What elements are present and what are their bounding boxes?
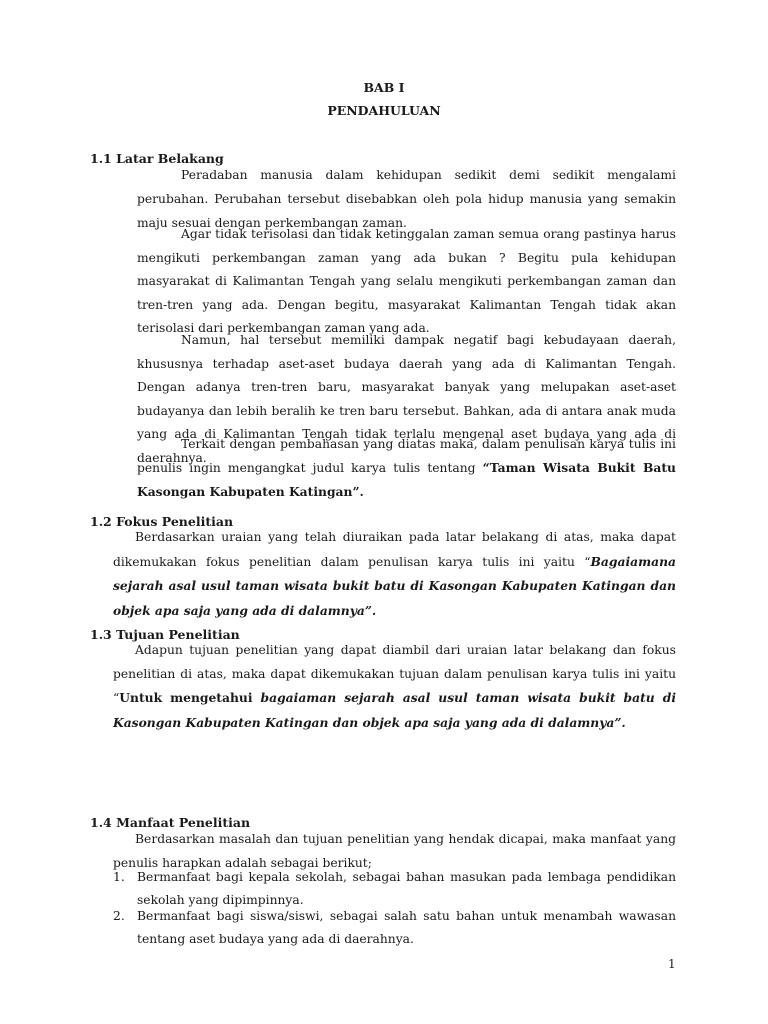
paragraph-tujuan-goal: bagaiaman sejarah asal usul taman wisata bukit batu di Kasongan Kabupaten Katingan dan objek apa saja yang ada di dalamnya”. xyxy=(113,690,677,730)
section-heading-fokus-penelitian: 1.2 Fokus Penelitian xyxy=(90,514,234,529)
section-heading-tujuan-penelitian: 1.3 Tujuan Penelitian xyxy=(90,627,240,642)
paragraph-latar-2: Agar tidak terisolasi dan tidak ketinggalan zaman semua orang pastinya harus mengikuti perkembangan zaman yang ada bukan ? Begitu pula kehidupan masyarakat di Kalimantan Tengah yang selalu mengikuti perkembangan zaman dan tren-tren yang ada. Dengan begitu, masyarakat Kalimantan Tengah tidak akan terisolasi dari perkembangan zaman yang ada. xyxy=(137,227,676,335)
chapter-title: PENDAHULUAN xyxy=(327,103,441,118)
paragraph-fokus-text: Berdasarkan uraian yang telah diuraikan pada latar belakang di atas, maka dapat dikemukakan fokus penelitian dalam penulisan karya tulis ini yaitu “ xyxy=(113,530,676,569)
paragraph-latar-4-title: “Taman Wisata Bukit Batu Kasongan Kabupaten Katingan”. xyxy=(137,460,676,499)
list-item-number: 2. xyxy=(113,909,125,923)
paragraph-latar-4 xyxy=(137,432,676,504)
section-heading-latar-belakang: 1.1 Latar Belakang xyxy=(90,151,224,166)
list-item-text: Bermanfaat bagi kepala sekolah, sebagai bahan masukan pada lembaga pendidikan sekolah yang dipimpinnya. xyxy=(137,870,676,907)
paragraph-tujuan-text: Adapun tujuan penelitian yang dapat diambil dari uraian latar belakang dan fokus penelitian di atas, maka dapat dikemukakan tujuan dalam penulisan karya tulis ini yaitu “ xyxy=(113,643,676,705)
list-item-text: Bermanfaat bagi siswa/siswi, sebagai salah satu bahan untuk menambah wawasan tentang aset budaya yang ada di daerahnya. xyxy=(137,909,676,946)
paragraph-latar-1: Peradaban manusia dalam kehidupan sedikit demi sedikit mengalami perubahan. Perubahan tersebut disebabkan oleh pola hidup manusia yang semakin maju sesuai dengan perkembangan zaman. xyxy=(137,168,676,230)
paragraph-manfaat: Berdasarkan masalah dan tujuan penelitian yang hendak dicapai, maka manfaat yang penulis harapkan adalah sebagai berikut; xyxy=(113,832,676,870)
paragraph-fokus-question: Bagaiamana sejarah asal usul taman wisata bukit batu di Kasongan Kabupaten Katingan dan objek apa saja yang ada di dalamnya”. xyxy=(113,553,676,618)
paragraph-tujuan xyxy=(113,639,676,735)
list-item xyxy=(113,905,676,951)
paragraph-tujuan-lead: Untuk mengetahui xyxy=(119,690,261,705)
paragraph-latar-4-text: Terkait dengan pembahasan yang diatas maka, dalam penulisan karya tulis ini penulis ingin mengangkat judul karya tulis tentang xyxy=(137,437,676,475)
section-heading-manfaat-penelitian: 1.4 Manfaat Penelitian xyxy=(90,815,251,830)
list-item-number: 1. xyxy=(113,870,125,884)
paragraph-latar-3: Namun, hal tersebut memiliki dampak negatif bagi kebudayaan daerah, khususnya terhadap aset-aset budaya daerah yang ada di Kalimantan Tengah. Dengan adanya tren-tren baru, masyarakat banyak yang melupakan aset-aset budayanya dan lebih beralih ke tren baru tersebut. Bahkan, ada di antara anak muda yang ada di Kalimantan Tengah tidak terlalu mengenal aset budaya yang ada di daerahnya. xyxy=(137,333,676,465)
page-number: 1 xyxy=(668,957,676,971)
chapter-number: BAB I xyxy=(363,80,405,95)
paragraph-fokus xyxy=(113,526,676,623)
